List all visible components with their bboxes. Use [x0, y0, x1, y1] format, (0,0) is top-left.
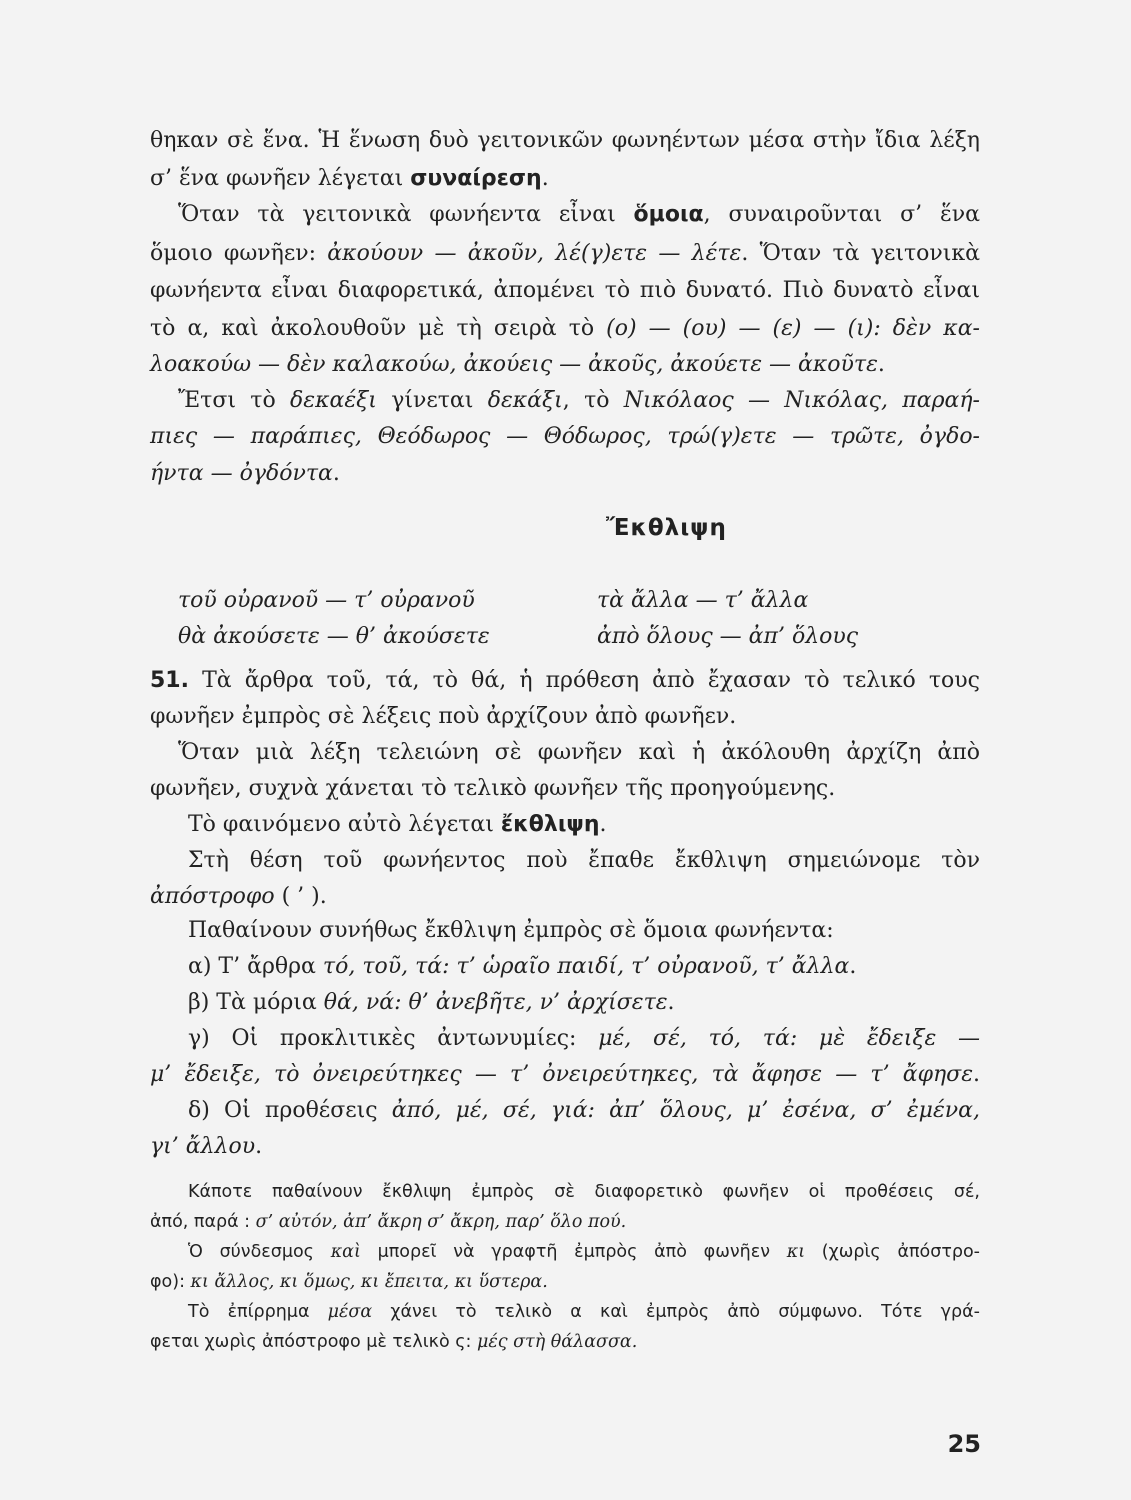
text-line: τὸ α, καὶ ἀκολουθοῦν μὲ τὴ σειρὰ τὸ (ο) — (ου) — (ε) — (ι): δὲν κα-: [150, 316, 980, 341]
text-line: φωνῆεν ἐμπρὸς σὲ λέξεις ποὺ ἀρχίζουν ἀπὸ φωνῆεν.: [150, 704, 737, 729]
term-synairesi: συναίρεση: [410, 166, 542, 191]
text-line: θηκαν σὲ ἕνα. Ἡ ἕνωση δυὸ γειτονικῶν φωνηέντων μέσα στὴν ἴδια λέξη: [150, 128, 980, 153]
text-line: δ) Οἱ προθέσεις ἀπό, μέ, σέ, γιά: ἀπ’ ὅλους, μ’ ἐσένα, σ’ ἐμένα,: [188, 1098, 980, 1123]
example-item: τὰ ἄλλα — τ’ ἄλλα: [597, 588, 809, 613]
text-line: ὅμοιο φωνῆεν: ἀκούουν — ἀκοῦν, λέ(γ)ετε — λέτε. Ὅταν τὰ γειτονικὰ: [150, 241, 980, 266]
example-item: τοῦ οὐρανοῦ — τ’ οὐρανοῦ: [178, 588, 475, 613]
term-omoia: ὅμοια: [633, 202, 704, 227]
section-title: Ἔκθλιψη: [606, 515, 727, 541]
text-line: σ’ ἕνα φωνῆεν λέγεται συναίρεση.: [150, 166, 549, 191]
text-line: 51. Τὰ ἄρθρα τοῦ, τά, τὸ θά, ἡ πρόθεση ἀπὸ ἔχασαν τὸ τελικό τους: [150, 668, 980, 693]
text-line: λοακούω — δὲν καλακούω, ἀκούεις — ἀκοῦς, ἀκούετε — ἀκοῦτε.: [150, 352, 885, 377]
text-line: Τὸ φαινόμενο αὐτὸ λέγεται ἔκθλιψη.: [188, 812, 607, 837]
page-number: 25: [947, 1430, 981, 1458]
example-item: θὰ ἀκούσετε — θ’ ἀκούσετε: [178, 624, 490, 649]
example-item: ἀπὸ ὅλους — ἀπ’ ὅλους: [597, 624, 859, 649]
text-line: Στὴ θέση τοῦ φωνήεντος ποὺ ἔπαθε ἔκθλιψη σημειώνομε τὸν: [188, 848, 980, 873]
text-line: ήντα — ὀγδόντα.: [150, 461, 340, 486]
text-line: φωνῆεν, συχνὰ χάνεται τὸ τελικὸ φωνῆεν τῆς προηγούμενης.: [150, 776, 836, 801]
note-line: Τὸ ἐπίρρημα μέσα χάνει τὸ τελικὸ α καὶ ἐμπρὸς ἀπὸ σύμφωνο. Τότε γρά-: [188, 1302, 980, 1322]
text-line: β) Τὰ μόρια θά, νά: θ’ ἀνεβῆτε, ν’ ἀρχίσετε.: [188, 990, 675, 1015]
note-line: φεται χωρὶς ἀπόστροφο μὲ τελικὸ ς: μές στὴ θάλασσα.: [150, 1332, 638, 1352]
text-line: γι’ ἄλλου.: [150, 1134, 263, 1159]
note-line: Ὁ σύνδεσμος καὶ μπορεῖ νὰ γραφτῆ ἐμπρὸς ἀπὸ φωνῆεν κι (χωρὶς ἀπόστρο-: [188, 1242, 980, 1262]
text-line: μ’ ἔδειξε, τὸ ὀνειρεύτηκες — τ’ ὀνειρεύτηκες, τὰ ἄφησε — τ’ ἄφησε.: [150, 1062, 980, 1087]
paragraph-number: 51.: [150, 668, 189, 693]
note-line: Κάποτε παθαίνουν ἔκθλιψη ἐμπρὸς σὲ διαφορετικὸ φωνῆεν οἱ προθέσεις σέ,: [188, 1182, 980, 1202]
text-line: ἀπόστροφο ( ’ ).: [150, 884, 327, 909]
text-line: γ) Οἱ προκλιτικὲς ἀντωνυμίες: μέ, σέ, τό, τά: μὲ ἔδειξε —: [188, 1026, 981, 1051]
text-line: Ἔτσι τὸ δεκαέξι γίνεται δεκάξι, τὸ Νικόλαος — Νικόλας, παραή-: [178, 388, 980, 413]
text-line: Ὅταν τὰ γειτονικὰ φωνήεντα εἶναι ὅμοια, συναιροῦνται σ’ ἕνα: [178, 202, 980, 227]
note-line: ἀπό, παρά : σ’ αὐτόν, ἀπ’ ἄκρη σ’ ἄκρη, παρ’ ὅλο πού.: [150, 1212, 627, 1232]
text-line: φωνήεντα εἶναι διαφορετικά, ἀπομένει τὸ πιὸ δυνατό. Πιὸ δυνατὸ εἶναι: [150, 278, 980, 303]
text-line: α) Τ’ ἄρθρα τό, τοῦ, τά: τ’ ὡραῖο παιδί, τ’ οὐρανοῦ, τ’ ἄλλα.: [188, 954, 857, 979]
term-ekthlipsi: ἔκθλιψη: [500, 812, 600, 837]
text-line: Παθαίνουν συνήθως ἔκθλιψη ἐμπρὸς σὲ ὅμοια φωνήεντα:: [188, 918, 834, 943]
text-line: Ὅταν μιὰ λέξη τελειώνη σὲ φωνῆεν καὶ ἡ ἀκόλουθη ἀρχίζη ἀπὸ: [178, 740, 980, 765]
text-line: πιες — παράπιες, Θεόδωρος — Θόδωρος, τρώ(γ)ετε — τρῶτε, ὀγδο-: [150, 424, 980, 449]
note-line: φο): κι ἄλλος, κι ὅμως, κι ἔπειτα, κι ὕστερα.: [150, 1272, 548, 1292]
